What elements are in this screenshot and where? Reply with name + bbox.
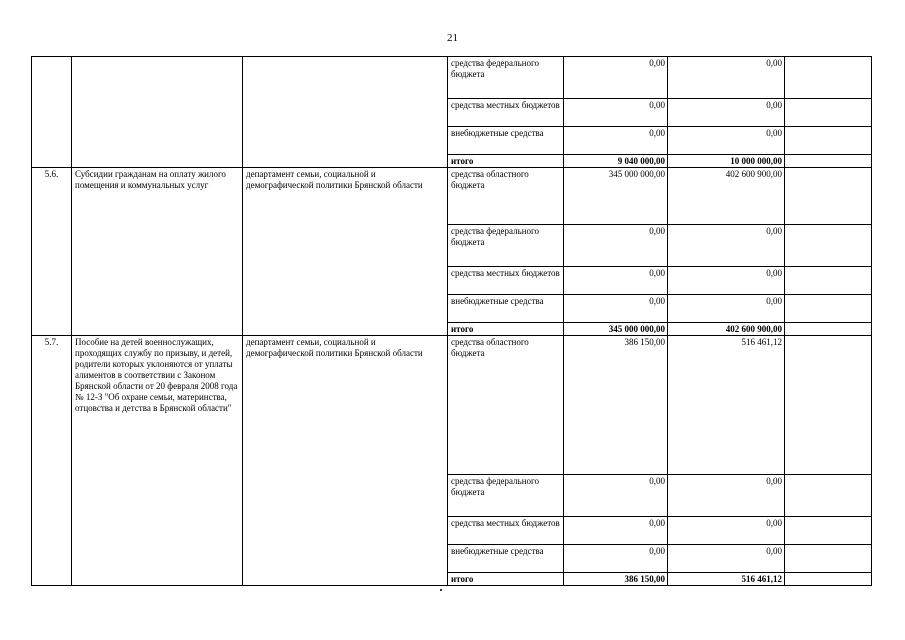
executor-cell: департамент семьи, социальной и демографической политики Брянской области xyxy=(243,168,448,336)
row-number-cell: 5.7. xyxy=(32,336,72,586)
value-cell: 386 150,00 xyxy=(564,336,668,475)
value-cell: 402 600 900,00 xyxy=(668,168,785,225)
table-row xyxy=(32,57,872,99)
source-cell: внебюджетные средства xyxy=(448,545,564,573)
executor-cell: департамент семьи, социальной и демографической политики Брянской области xyxy=(243,336,448,586)
source-cell: средства областного бюджета xyxy=(448,336,564,475)
total-value: 10 000 000,00 xyxy=(668,155,785,168)
measure-name-cell: Пособие на детей военнослужащих, проходящих службу по призыву, и детей, родители которых уклоняются от уплаты алиментов в соответствии с Законом Брянской области от 20 февраля 2008 года № 12-З "Об охране семьи, материнства, отцовства и детства в Брянской области" xyxy=(72,336,243,586)
value-cell: 0,00 xyxy=(564,545,668,573)
empty-cell xyxy=(785,545,872,573)
value-cell: 0,00 xyxy=(668,127,785,155)
value-cell: 0,00 xyxy=(564,517,668,545)
empty-cell xyxy=(785,57,872,99)
empty-cell xyxy=(785,127,872,155)
total-value: 516 461,12 xyxy=(668,573,785,586)
value-cell: 0,00 xyxy=(668,545,785,573)
source-cell: внебюджетные средства xyxy=(448,127,564,155)
value-cell: 0,00 xyxy=(564,475,668,517)
row-number-cell: 5.6. xyxy=(32,168,72,336)
value-cell: 0,00 xyxy=(668,225,785,267)
source-cell: средства местных бюджетов xyxy=(448,99,564,127)
table-row xyxy=(32,336,872,475)
empty-cell xyxy=(785,155,872,168)
scan-artifact-dot xyxy=(440,589,442,591)
value-cell: 516 461,12 xyxy=(668,336,785,475)
value-cell: 0,00 xyxy=(668,295,785,323)
total-value: 386 150,00 xyxy=(564,573,668,586)
total-label: итого xyxy=(448,573,564,586)
empty-cell xyxy=(785,323,872,336)
value-cell: 0,00 xyxy=(668,475,785,517)
empty-cell xyxy=(785,336,872,475)
value-cell: 0,00 xyxy=(668,517,785,545)
value-cell: 0,00 xyxy=(564,127,668,155)
total-value: 345 000 000,00 xyxy=(564,323,668,336)
empty-cell xyxy=(785,99,872,127)
total-value: 9 040 000,00 xyxy=(564,155,668,168)
value-cell: 0,00 xyxy=(564,295,668,323)
source-cell: средства областного бюджета xyxy=(448,168,564,225)
total-label: итого xyxy=(448,155,564,168)
page-number: 21 xyxy=(447,32,458,44)
value-cell: 0,00 xyxy=(564,225,668,267)
empty-cell xyxy=(785,295,872,323)
source-cell: средства федерального бюджета xyxy=(448,475,564,517)
empty-cell xyxy=(785,475,872,517)
budget-table xyxy=(31,56,872,586)
source-cell: средства местных бюджетов xyxy=(448,267,564,295)
executor-cell xyxy=(243,57,448,168)
source-cell: средства федерального бюджета xyxy=(448,57,564,99)
row-number-cell xyxy=(32,57,72,168)
empty-cell xyxy=(785,573,872,586)
empty-cell xyxy=(785,267,872,295)
measure-name-cell: Субсидии гражданам на оплату жилого помещения и коммунальных услуг xyxy=(72,168,243,336)
empty-cell xyxy=(785,225,872,267)
source-cell: средства местных бюджетов xyxy=(448,517,564,545)
value-cell: 0,00 xyxy=(668,267,785,295)
value-cell: 345 000 000,00 xyxy=(564,168,668,225)
total-value: 402 600 900,00 xyxy=(668,323,785,336)
total-label: итого xyxy=(448,323,564,336)
source-cell: внебюджетные средства xyxy=(448,295,564,323)
value-cell: 0,00 xyxy=(668,57,785,99)
value-cell: 0,00 xyxy=(564,267,668,295)
value-cell: 0,00 xyxy=(564,57,668,99)
measure-name-cell xyxy=(72,57,243,168)
table-row xyxy=(32,168,872,225)
source-cell: средства федерального бюджета xyxy=(448,225,564,267)
empty-cell xyxy=(785,168,872,225)
value-cell: 0,00 xyxy=(564,99,668,127)
value-cell: 0,00 xyxy=(668,99,785,127)
empty-cell xyxy=(785,517,872,545)
